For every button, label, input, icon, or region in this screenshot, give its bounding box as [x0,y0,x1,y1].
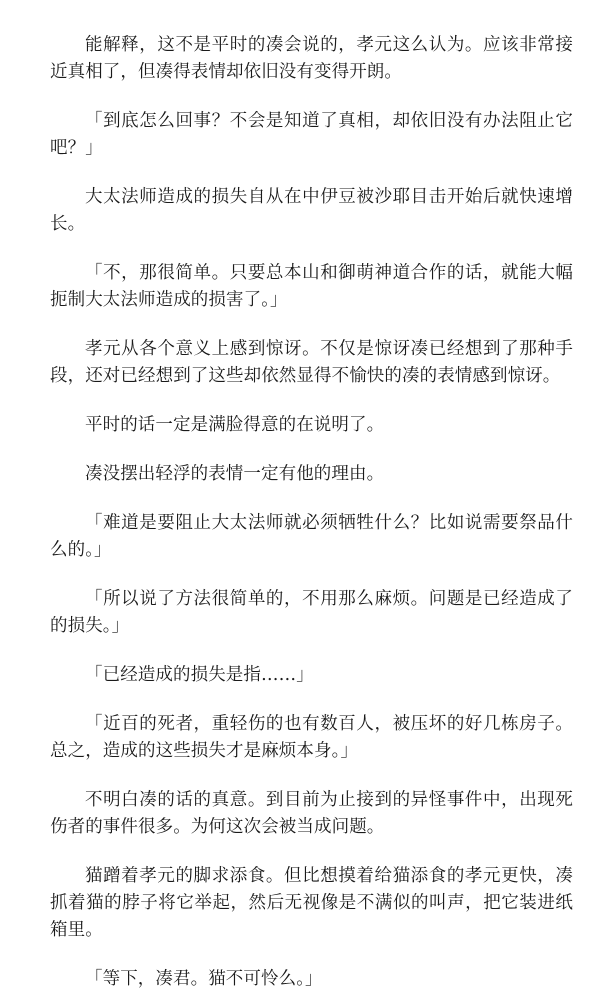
paragraph-1: 能解释，这不是平时的凑会说的，孝元这么认为。应该非常接近真相了，但凑得表情却依旧没有变得开朗。 [50,35,573,82]
paragraph-8: 「难道是要阻止大太法师就必须牺牲什么？比如说需要祭品什么的。」 [50,513,573,560]
paragraph-5: 孝元从各个意义上感到惊讶。不仅是惊讶凑已经想到了那种手段，还对已经想到了这些却依然显得不愉快的凑的表情感到惊讶。 [50,339,573,386]
paragraph-14: 「等下，凑君。猫不可怜么。」 [85,969,323,989]
paragraph-2: 「到底怎么回事？不会是知道了真相，却依旧没有办法阻止它吧？」 [50,111,573,158]
paragraph-4: 「不，那很简单。只要总本山和御萌神道合作的话，就能大幅扼制大太法师造成的损害了。」 [50,263,573,310]
paragraph-9: 「所以说了方法很简单的，不用那么麻烦。问题是已经造成了的损失。」 [50,589,573,636]
paragraph-7: 凑没摆出轻浮的表情一定有他的理由。 [85,464,385,484]
paragraph-13: 猫蹭着孝元的脚求添食。但比想摸着给猫添食的孝元更快，凑抓着猫的脖子将它举起，然后无视像是不满似的叫声，把它装进纸箱里。 [50,866,573,940]
paragraph-3: 大太法师造成的损失自从在中伊豆被沙耶目击开始后就快速增长。 [50,187,573,234]
paragraph-12: 不明白凑的话的真意。到目前为止接到的异怪事件中，出现死伤者的事件很多。为何这次会被当成问题。 [50,790,573,837]
paragraph-11: 「近百的死者，重轻伤的也有数百人，被压坏的好几栋房子。总之，造成的这些损失才是麻烦本身。」 [50,714,573,761]
paragraph-10: 「已经造成的损失是指……」 [85,665,314,685]
paragraph-6: 平时的话一定是满脸得意的在说明了。 [85,415,385,435]
